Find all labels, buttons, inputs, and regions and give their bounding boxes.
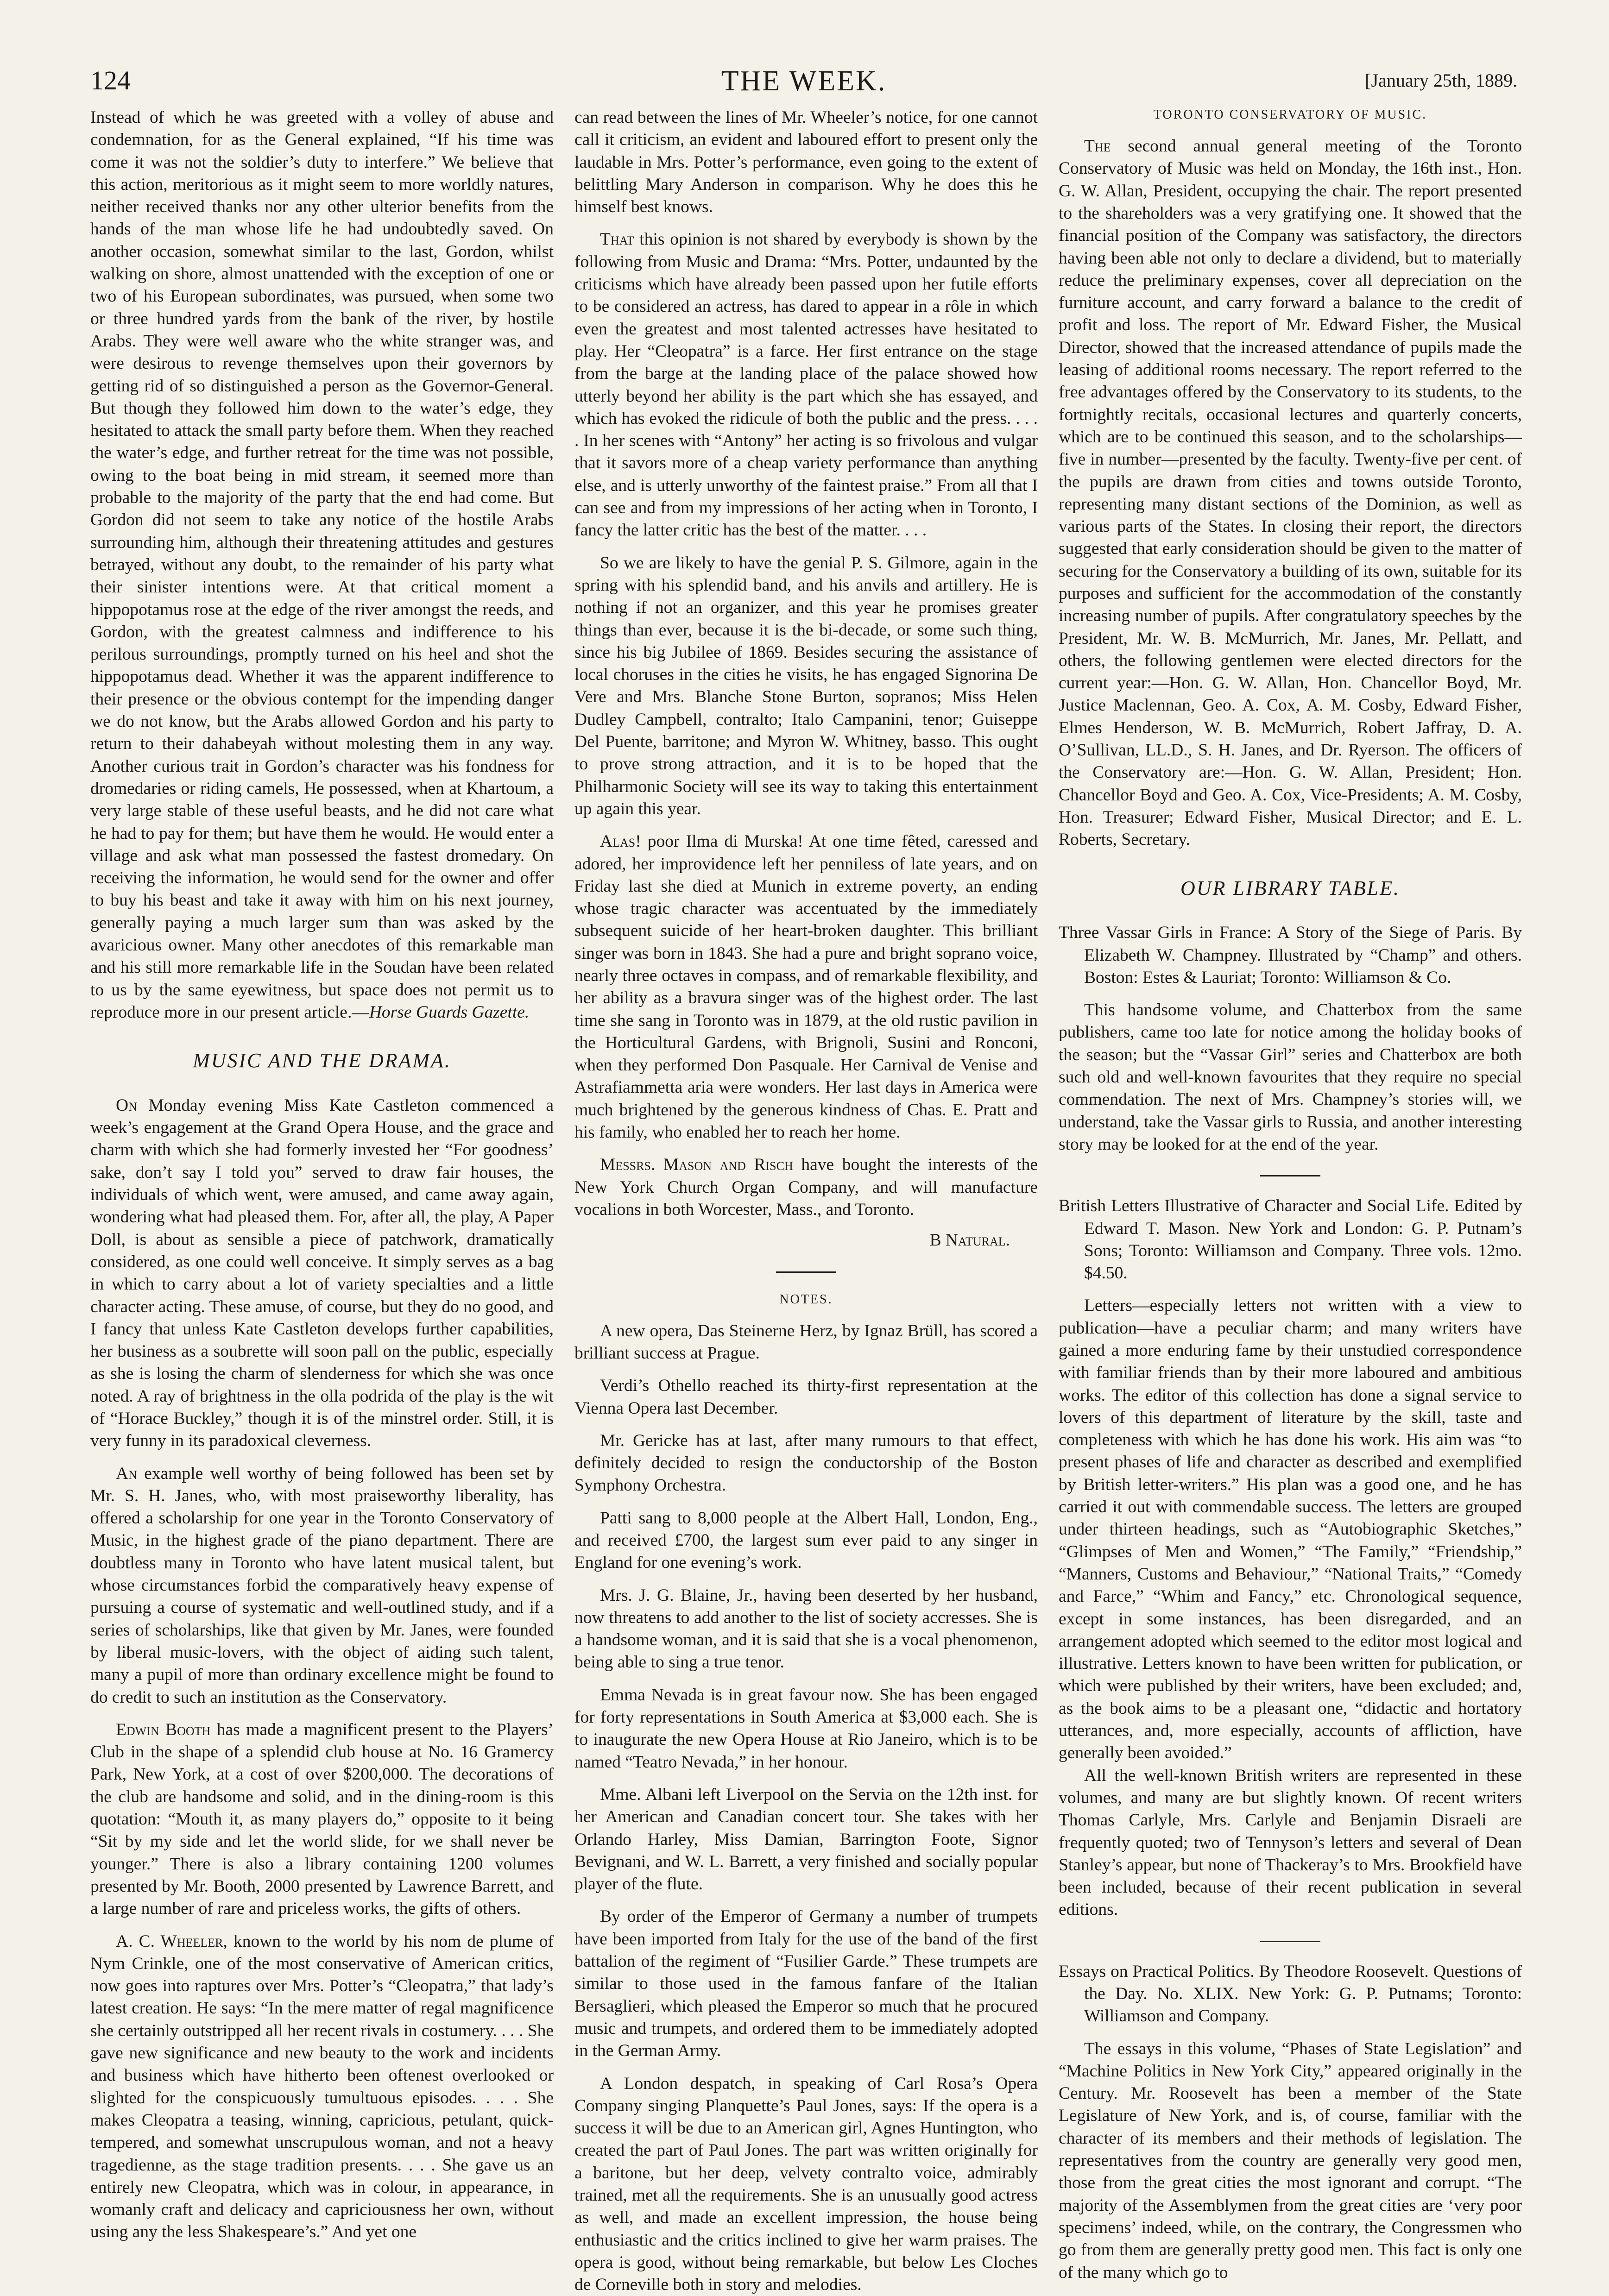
column-2 bbox=[574, 107, 1038, 2295]
paragraph: Edwin Booth has made a magnificent present to the Players’ Club in the shape of a splendid club house at No. 16 Gramercy Park, New York, at a cost of over $200,000. The decorations of the club are handsome and solid, and in the dining-room is this quotation: “Mouth it, as many players do,” opposite to it being “Sit by my side and let the world slide, for we shall never be younger.” There is also a library containing 1200 volumes presented by Mr. Booth, 2000 presented by Lawrence Barrett, and a large number of rare and priceless works, the gifts of others. bbox=[90, 1720, 554, 1919]
paragraph: A. C. Wheeler, known to the world by his nom de plume of Nym Crinkle, one of the most conservative of American critics, now goes into raptures over Mrs. Potter’s “Cleopatra,” that lady’s latest creation. He says: “In the mere matter of regal magnificence she certainly outstripped all her recent rivals in costumery. . . . She gave new significance and new beauty to the work and incidents and business which have hitherto been oftenest overlooked or slighted for the conspicuously tumultuous episodes. . . . She makes Cleopatra a teasing, winning, capricious, petulant, quick-tempered, and somewhat unscrupulous woman, and not a heavy tragedienne, as the stage tradition presents. . . . She gave us an entirely new Cleopatra, which was in colour, in appearance, in womanly craft and delicacy and capriciousness her own, without using any the less Shakespeare’s.” And yet one bbox=[90, 1931, 554, 2242]
book-review: Letters—especially letters not written with a view to publication—have a peculiar charm; and many writers have gained a more enduring fame by their unstudied correspondence with familiar friends than by their more laboured and ambitious works. The editor of this collection has done a signal service to lovers of this department of literature by the skill, taste and completeness with which he has done his work. His aim was “to present phases of life and character as described and exemplified by British letter-writers.” His plan was a good one, and he has carried it out with commendable success. The letters are grouped under thirteen headings, such as “Autobiographic Sketches,” “Glimpses of Men and Women,” “The Family,” “Friendship,” “Manners, Customs and Behaviour,” “National Traits,” “Comedy and Farce,” “Whim and Fancy,” etc. Chronological sequence, except in some instances, has been disregarded, and an arrangement adopted which seemed to the editor most logical and illustrative. Letters known to have been written for publication, or which were published by their writers, have been excluded; and, as the book aims to be a pleasant one, “didactic and hortatory utterances, and, more especially, accounts of affliction, have generally been avoided.” bbox=[1059, 1296, 1522, 1763]
paragraph: can read between the lines of Mr. Wheeler’s notice, for one cannot call it criticism, an evident and laboured effort to present only the laudable in Mrs. Potter’s performance, even going to the extent of belittling Mary Anderson in comparison. Why he does this he himself best knows. bbox=[574, 108, 1038, 217]
section-title-music-drama: MUSIC AND THE DRAMA. bbox=[193, 1049, 451, 1072]
issue-date: [January 25th, 1889. bbox=[1365, 70, 1517, 91]
divider bbox=[1260, 1941, 1320, 1942]
quote-source: Horse Guards Gazette. bbox=[369, 1002, 530, 1022]
note: Verdi’s Othello reached its thirty-first representation at the Vienna Opera last December. bbox=[574, 1376, 1038, 1418]
book-title: Essays on Practical Politics. By Theodore Roosevelt. Questions of the Day. No. XLIX. New York: G. P. Putnams; Toronto: Williamson and Company. bbox=[1059, 1962, 1522, 2026]
note: By order of the Emperor of Germany a number of trumpets have been imported from Italy for the use of the band of the first battalion of the regiment of “Fusilier Garde.” These trumpets are similar to those used in the famous fanfare of the Italian Bersaglieri, which pleased the Emperor so much that he procured music and trumpets, and ordered them to be immediately adopted in the German Army. bbox=[574, 1907, 1038, 2061]
masthead: THE WEEK. bbox=[721, 65, 887, 97]
book-review: The essays in this volume, “Phases of State Legislation” and “Machine Politics in New York City,” appeared originally in the Century. Mr. Roosevelt has been a member of the State Legislature of New York, and is, of course, familiar with the character of its members and their methods of legislation. The representatives from the country are generally very good men, those from the great cities the most ignorant and corrupt. “The majority of the Assemblymen from the great cities are ‘very poor specimens’ indeed, while, on the contrary, the Congressmen who go from them are generally pretty good men. This fact is only one of the many which go to bbox=[1059, 2039, 1522, 2282]
note: A new opera, Das Steinerne Herz, by Ignaz Brüll, has scored a brilliant success at Prague. bbox=[574, 1321, 1038, 1363]
conservatory-heading: TORONTO CONSERVATORY OF MUSIC. bbox=[1153, 107, 1427, 122]
book-review: This handsome volume, and Chatterbox from the same publishers, came too late for notice among the holiday books of the season; but the “Vassar Girl” series and Chatterbox are both such old and well-known favourites that they require no special commendation. The next of Mrs. Champney’s stories will, we understand, take the Vassar girls to Russia, and another interesting story may be looked for at the end of the year. bbox=[1059, 1000, 1522, 1154]
book-review: All the well-known British writers are represented in these volumes, and many are but slightly known. Of recent writers Thomas Carlyle, Mrs. Carlyle and Benjamin Disraeli are frequently quoted; two of Tennyson’s letters and several of Dean Stanley’s appear, but none of Thackeray’s to Mrs. Brookfield have been included, because of their recent publication in several editions. bbox=[1059, 1766, 1522, 1919]
paragraph: That this opinion is not shared by everybody is shown by the following from Music and Drama: “Mrs. Potter, undaunted by the criticisms which have already been passed upon her futile efforts to be considered an actress, has dared to appear in a rôle in which even the greatest and most talented actresses have hesitated to play. Her “Cleopatra” is a farce. Her first entrance on the stage from the barge at the landing place of the palace showed how utterly beyond her ability is the part which she has essayed, and which has evoked the ridicule of both the public and the press. . . . . In her scenes with “Antony” her acting is so frivolous and vulgar that it savors more of a cheap variety performance than anything else, and is utterly unworthy of the faintest praise.” From all that I can see and from my impressions of her acting when in Toronto, I fancy the latter critic has the best of the matter. . . . bbox=[574, 230, 1038, 540]
signature: B Natural. bbox=[929, 1231, 1010, 1250]
section-title-library-table: OUR LIBRARY TABLE. bbox=[1180, 876, 1401, 900]
note: Emma Nevada is in great favour now. She has been engaged for forty representations in South America at $3,000 each. She is to inaugurate the new Opera House at Rio Janeiro, which is to be named “Teatro Nevada,” in her honour. bbox=[574, 1685, 1038, 1772]
note: A London despatch, in speaking of Carl Rosa’s Opera Company singing Planquette’s Paul Jones, says: If the opera is a success it will be due to an American girl, Agnes Huntington, who created the part of Paul Jones. The part was written originally for a baritone, but her deep, velvety contralto voice, admirably trained, met all the requirements. She is an unusually good actress as well, and made an excellent impression, the house being enthusiastic and the critics inclined to give her warm praises. The opera is good, without being remarkable, but below Les Cloches de Corneville both in story and melodies. bbox=[574, 2074, 1038, 2295]
notes-heading: NOTES. bbox=[779, 1292, 833, 1307]
paragraph: Messrs. Mason and Risch have bought the interests of the New York Church Organ Company, and will manufacture vocalions in both Worcester, Mass., and Toronto. bbox=[574, 1155, 1038, 1219]
note: Mrs. J. G. Blaine, Jr., having been deserted by her husband, now threatens to add another to the list of society accresses. She is a handsome woman, and it is said that she is a vocal phenomenon, being able to sing a true tenor. bbox=[574, 1585, 1038, 1672]
page-header bbox=[90, 65, 1517, 102]
paragraph: The second annual general meeting of the Toronto Conservatory of Music was held on Monday, the 16th inst., Hon. G. W. Allan, President, occupying the chair. The report presented to the shareholders was a very gratifying one. It showed that the financial position of the Company was satisfactory, the directors having been able not only to declare a dividend, but to materially reduce the preliminary expenses, cover all depreciation on the furniture account, and carry forward a balance to the credit of profit and loss. The report of Mr. Edward Fisher, the Musical Director, showed that the increased attendance of pupils made the leasing of additional rooms necessary. The report referred to the free advantages offered by the Conservatory to its students, to the fortnightly recitals, occasional lectures and quarterly concerts, which are to be continued this season, and to the scholarships—five in number—presented by the faculty. Twenty-five per cent. of the pupils are drawn from cities and towns outside Toronto, representing many distant sections of the Dominion, as well as various parts of the States. In closing their report, the directors suggested that early consideration should be given to the matter of securing for the Conservatory a building of its own, suitable for its purposes and sufficient for the accommodation of the constantly increasing number of pupils. After congratulatory speeches by the President, Mr. W. B. McMurrich, Mr. Janes, Mr. Pellatt, and others, the following gentlemen were elected directors for the current year:—Hon. G. W. Allan, Hon. Chancellor Boyd, Mr. Justice Maclennan, Geo. A. Cox, A. M. Cosby, Edward Fisher, Elmes Henderson, W. B. McMurrich, Robert Jaffray, D. A. O’Sullivan, LL.D., S. H. Janes, and Dr. Ryerson. The officers of the Conservatory are:—Hon. G. W. Allan, President; Hon. Chancellor Boyd and Geo. A. Cox, Vice-Presidents; A. M. Cosby, Hon. Treasurer; Edward Fisher, Musical Director; and E. L. Roberts, Secretary. bbox=[1059, 137, 1522, 849]
column-1 bbox=[90, 107, 554, 2242]
paragraph: On Monday evening Miss Kate Castleton commenced a week’s engagement at the Grand Opera House, and the grace and charm with which she had formerly invested her “For goodness’ sake, don’t say I told you” served to draw fair houses, the individuals of which went, were amused, and came away again, wondering what had pleased them. For, after all, the play, A Paper Doll, is about as sensible a piece of patchwork, dramatically considered, as one could well conceive. It simply serves as a bag in which to carry about a lot of variety specialties and a little character acting. These amuse, of course, but they do no good, and I fancy that unless Kate Castleton develops further capabilities, her business as a soubrette will soon pall on the public, especially as she is losing the charm of slenderness for which she was once noted. A ray of brightness in the olla podrida of the play is the wit of “Horace Buckley,” though it is of the minstrel order. Still, it is very funny in its paradoxical cleverness. bbox=[90, 1095, 554, 1451]
page-number: 124 bbox=[90, 65, 131, 95]
paragraph: Instead of which he was greeted with a volley of abuse and condemnation, for as the General explained, “If his time was come it was not the soldier’s duty to interfere.” We believe that this action, meritorious as it might seem to more worldly natures, neither received thanks nor any other ulterior benefits from the hands of the man whose life he had undoubtedly saved. On another occasion, somewhat similar to the last, Gordon, whilst walking on shore, almost unattended with the exception of one or two of his European subordinates, was pursued, when some two or three hundred yards from the bank of the river, by hostile Arabs. They were well aware who the white stranger was, and were desirous to revenge themselves upon their governors by getting rid of so distinguished a person as the Governor-General. But though they followed him down to the water’s edge, they hesitated to attack the small party before them. When they reached the water’s edge, and further retreat for the time was not possible, owing to the boat being in mid stream, it seemed more than probable to the majority of the party that the end had come. But Gordon did not seem to take any notice of the hostile Arabs surrounding him, although their threatening attitudes and gestures betrayed, without any doubt, to the remainder of his party what their sinister intentions were. At that critical moment a hippopotamus rose at the edge of the river amongst the reeds, and Gordon, with the greatest calmness and indifference to his perilous surroundings, promptly turned on his heel and shot the hippopotamus dead. Whether it was the apparent indifference to their presence or the obvious contempt for the impending danger we do not know, but the Arabs allowed Gordon and his party to return to their dahabeyah without molesting them in any way. Another curious trait in Gordon’s character was his fondness for dromedaries or riding camels, He possessed, when at Khartoum, a very large stable of these useful beasts, and he did not care what he had to pay for them; but have them he would. He would enter a village and ask what man possessed the fastest dromedary. On receiving the information, he would send for the owner and offer to buy his beast and take it away with him on his next journey, generally paying a much larger sum than was asked by the avaricious owner. Many other anecdotes of this remarkable man and his still more remarkable life in the Soudan have been related to us by the same eyewitness, but space does not permit us to reproduce more in our present article.—Horse Guards Gazette. bbox=[90, 108, 554, 1022]
book-title: British Letters Illustrative of Character and Social Life. Edited by Edward T. Mason. New York and London: G. P. Putnam’s Sons; Toronto: Williamson and Company. Three vols. 12mo. $4.50. bbox=[1059, 1196, 1522, 1283]
column-3 bbox=[1059, 107, 1522, 2282]
note: Mme. Albani left Liverpool on the Servia on the 12th inst. for her American and Canadian concert tour. She takes with her Orlando Harley, Miss Damian, Barrington Foote, Signor Bevignani, and W. L. Barrett, a very finished and socially popular player of the flute. bbox=[574, 1785, 1038, 1894]
paragraph: An example well worthy of being followed has been set by Mr. S. H. Janes, who, with most praiseworthy liberality, has offered a scholarship for one year in the Toronto Conservatory of Music, in the highest grade of the piano department. There are doubtless many in Toronto who have latent musical talent, but whose circumstances forbid the comparatively heavy expense of pursuing a course of systematic and well-outlined study, and if a series of scholarships, like that given by Mr. Janes, were founded by liberal music-lovers, with the object of aiding such talent, many a pupil of more than ordinary excellence might be found to do credit to such an institution as the Conservatory. bbox=[90, 1464, 554, 1707]
paragraph: So we are likely to have the genial P. S. Gilmore, again in the spring with his splendid band, and his anvils and artillery. He is nothing if not an organizer, and this year he promises greater things than ever, because it is the bi-decade, or some such thing, since his big Jubilee of 1869. Besides securing the assistance of local choruses in the cities he visits, he has engaged Signorina De Vere and Mrs. Blanche Stone Burton, sopranos; Miss Helen Dudley Campbell, contralto; Italo Campanini, tenor; Guiseppe Del Puente, barritone; and Myron W. Whitney, basso. This ought to prove strong attraction, and it is to be hoped that the Philharmonic Society will see its way to taking this entertainment up again this year. bbox=[574, 553, 1038, 818]
divider bbox=[1260, 1175, 1320, 1176]
paragraph: Alas! poor Ilma di Murska! At one time fêted, caressed and adored, her improvidence left her penniless of late years, and on Friday last she died at Munich in extreme poverty, an ending whose tragic character was accentuated by the immediately subsequent suicide of her heart-broken daughter. This brilliant singer was born in 1843. She had a pure and bright soprano voice, nearly three octaves in compass, and of remarkable flexibility, and her ability as a bravura singer was of the highest order. The last time she sang in Toronto was in 1879, at the old rustic pavilion in the Horticultural Gardens, with Brignoli, Susini and Ronconi, when they performed Don Pasquale. Her Carnival de Venise and Astrafiammetta aria were wonders. Her last days in America were much brightened by the generous kindness of Chas. E. Pratt and his family, who enabled her to reach her home. bbox=[574, 832, 1038, 1142]
note: Patti sang to 8,000 people at the Albert Hall, London, Eng., and received £700, the largest sum ever paid to any singer in England for one evening’s work. bbox=[574, 1508, 1038, 1573]
book-title: Three Vassar Girls in France: A Story of the Siege of Paris. By Elizabeth W. Champney. Illustrated by “Champ” and others. Boston: Estes & Lauriat; Toronto: Williamson & Co. bbox=[1059, 923, 1522, 987]
note: Mr. Gericke has at last, after many rumours to that effect, definitely decided to resign the conductorship of the Boston Symphony Orchestra. bbox=[574, 1431, 1038, 1495]
divider bbox=[776, 1271, 836, 1273]
